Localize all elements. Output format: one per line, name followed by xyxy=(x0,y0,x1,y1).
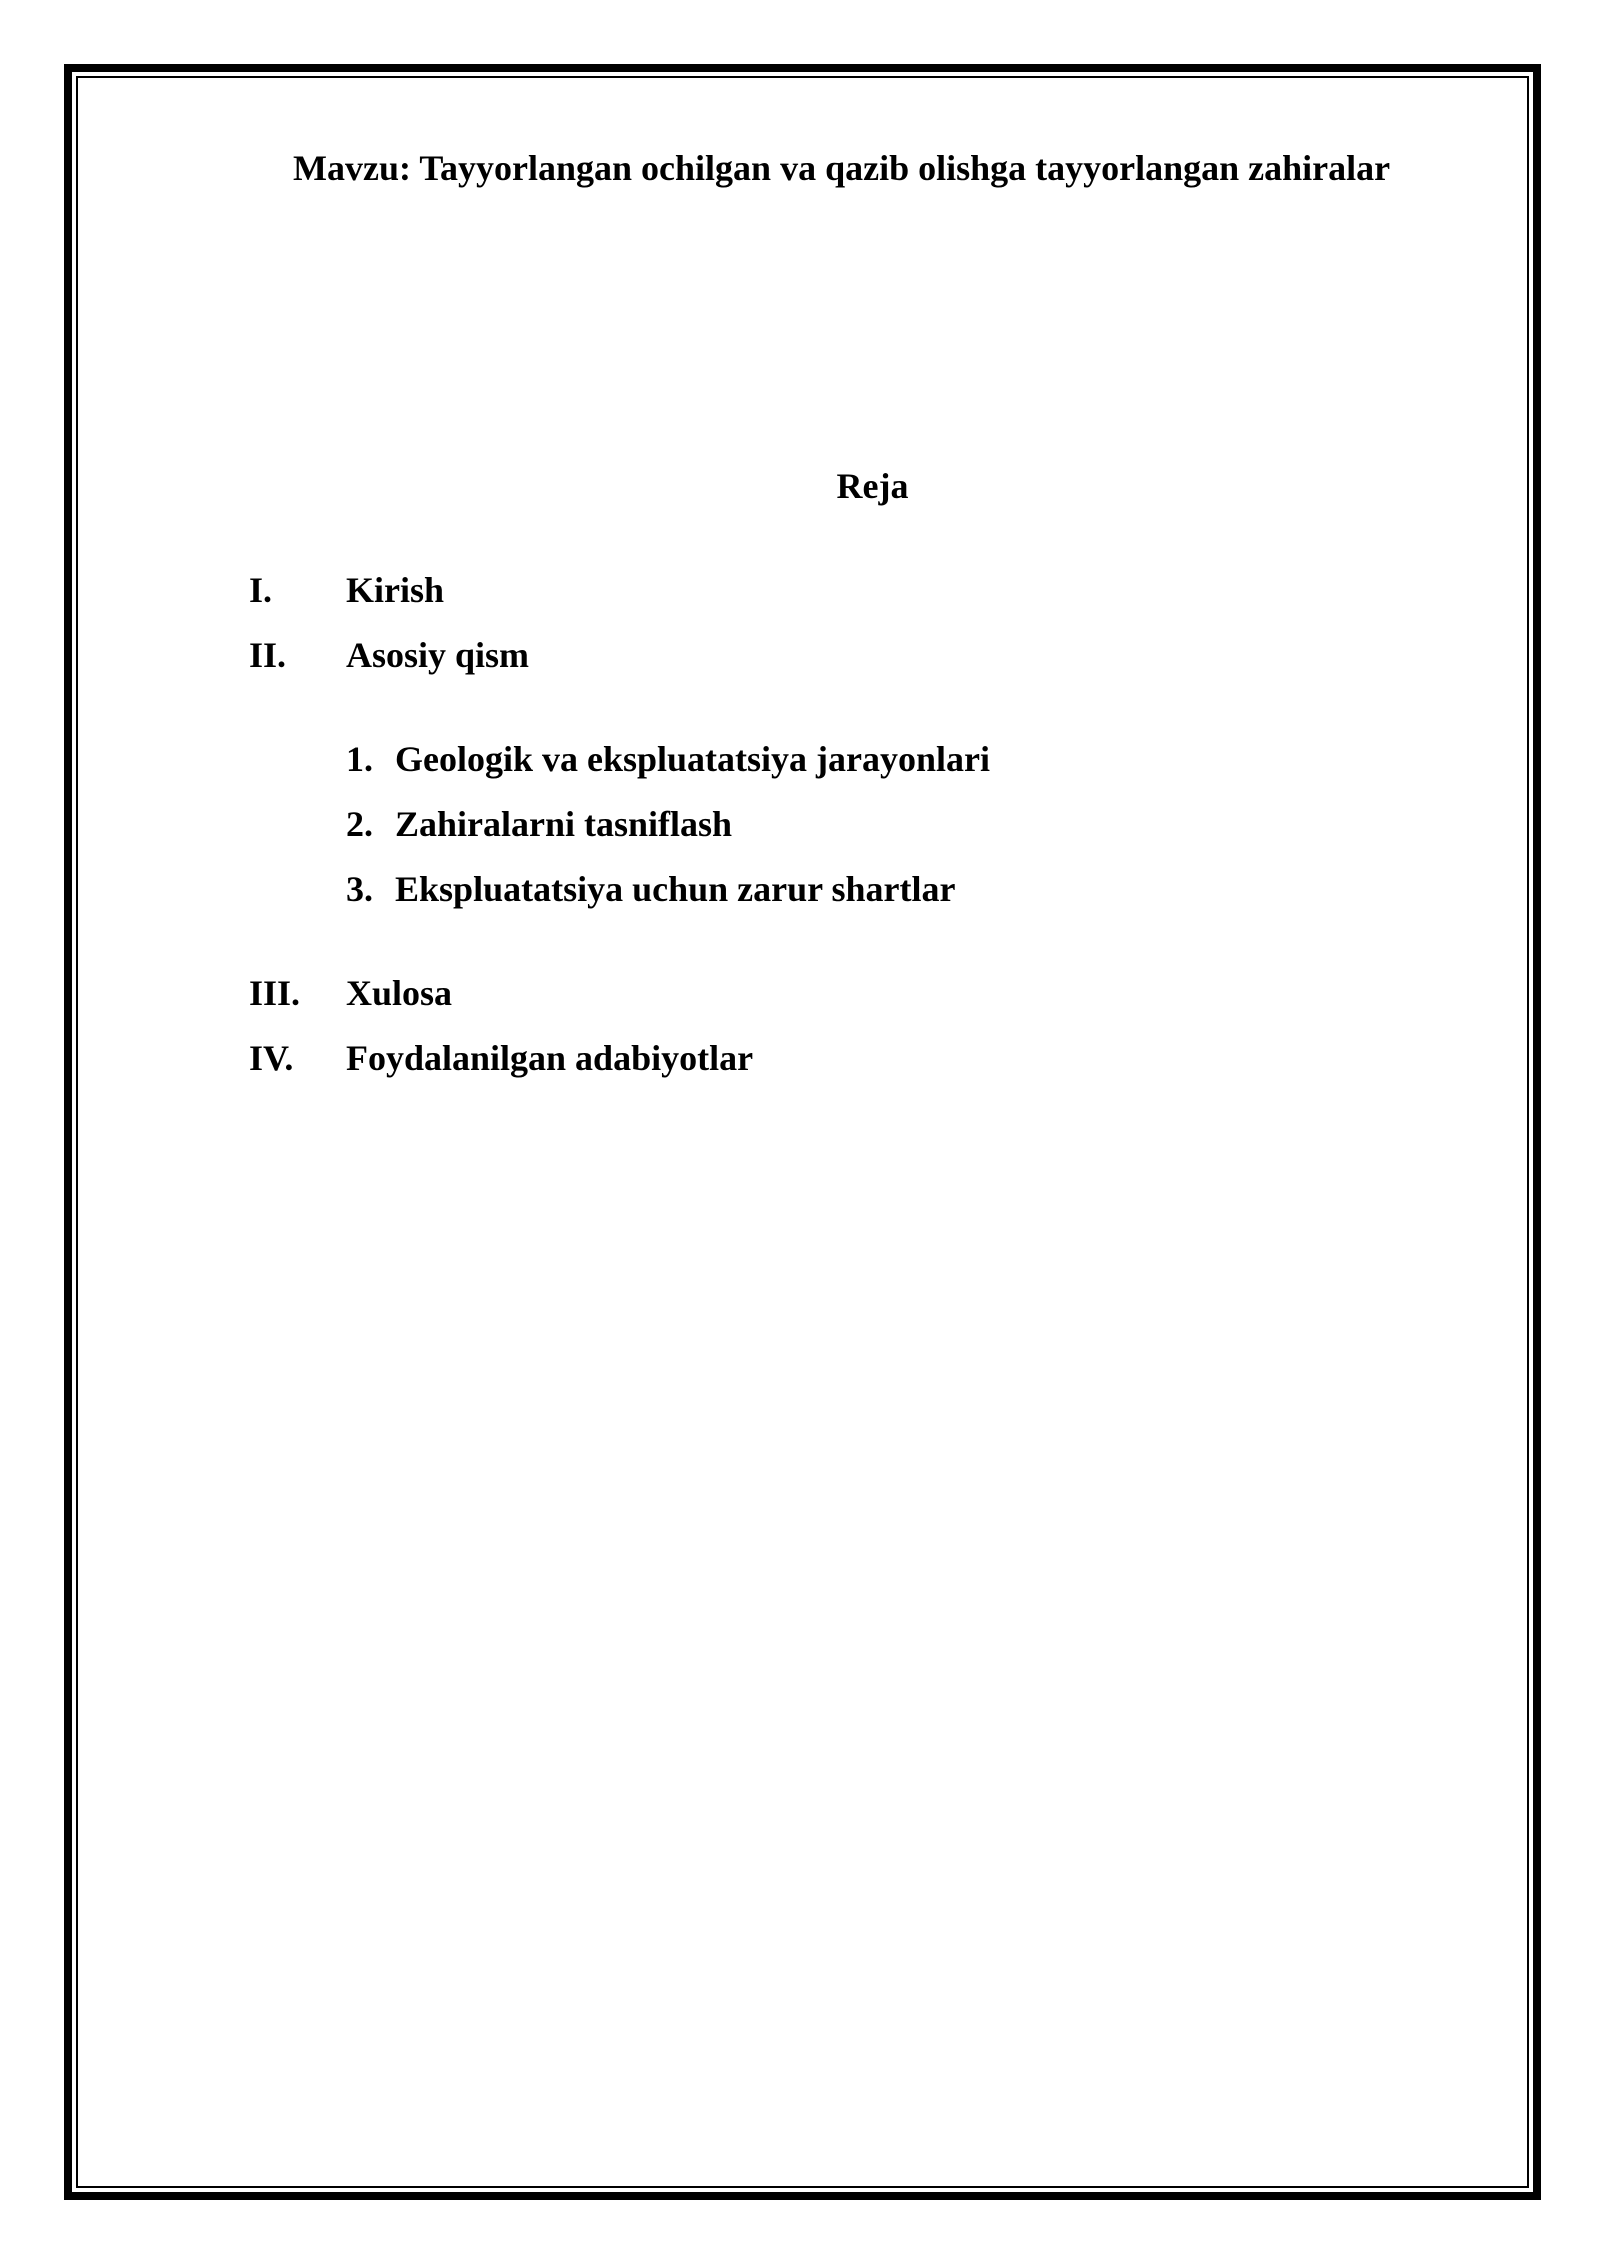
subsection-item-1 xyxy=(346,741,990,777)
subsection-number: 1. xyxy=(346,739,373,779)
page-border-inner xyxy=(76,76,1529,2188)
section-label: Foydalanilgan adabiyotlar xyxy=(346,1038,754,1078)
section-item-4 xyxy=(249,1040,753,1076)
section-number: II. xyxy=(249,635,287,675)
section-number: IV. xyxy=(249,1038,294,1078)
subsection-label: Zahiralarni tasniflash xyxy=(395,804,733,844)
plan-heading: Reja xyxy=(836,466,909,506)
subsection-label: Geologik va ekspluatatsiya jarayonlari xyxy=(395,739,991,779)
section-label: Asosiy qism xyxy=(346,635,530,675)
document-title: Mavzu: Tayyorlangan ochilgan va qazib olishga tayyorlangan zahiralar xyxy=(293,148,1391,188)
section-number: I. xyxy=(249,570,273,610)
section-label: Xulosa xyxy=(346,973,453,1013)
subsection-number: 2. xyxy=(346,804,373,844)
section-number: III. xyxy=(249,973,301,1013)
section-item-1 xyxy=(249,572,444,608)
subsection-item-3 xyxy=(346,871,955,907)
section-label: Kirish xyxy=(346,570,445,610)
section-item-3 xyxy=(249,975,452,1011)
section-item-2 xyxy=(249,637,529,673)
subsection-item-2 xyxy=(346,806,732,842)
subsection-label: Ekspluatatsiya uchun zarur shartlar xyxy=(395,869,956,909)
subsection-number: 3. xyxy=(346,869,373,909)
